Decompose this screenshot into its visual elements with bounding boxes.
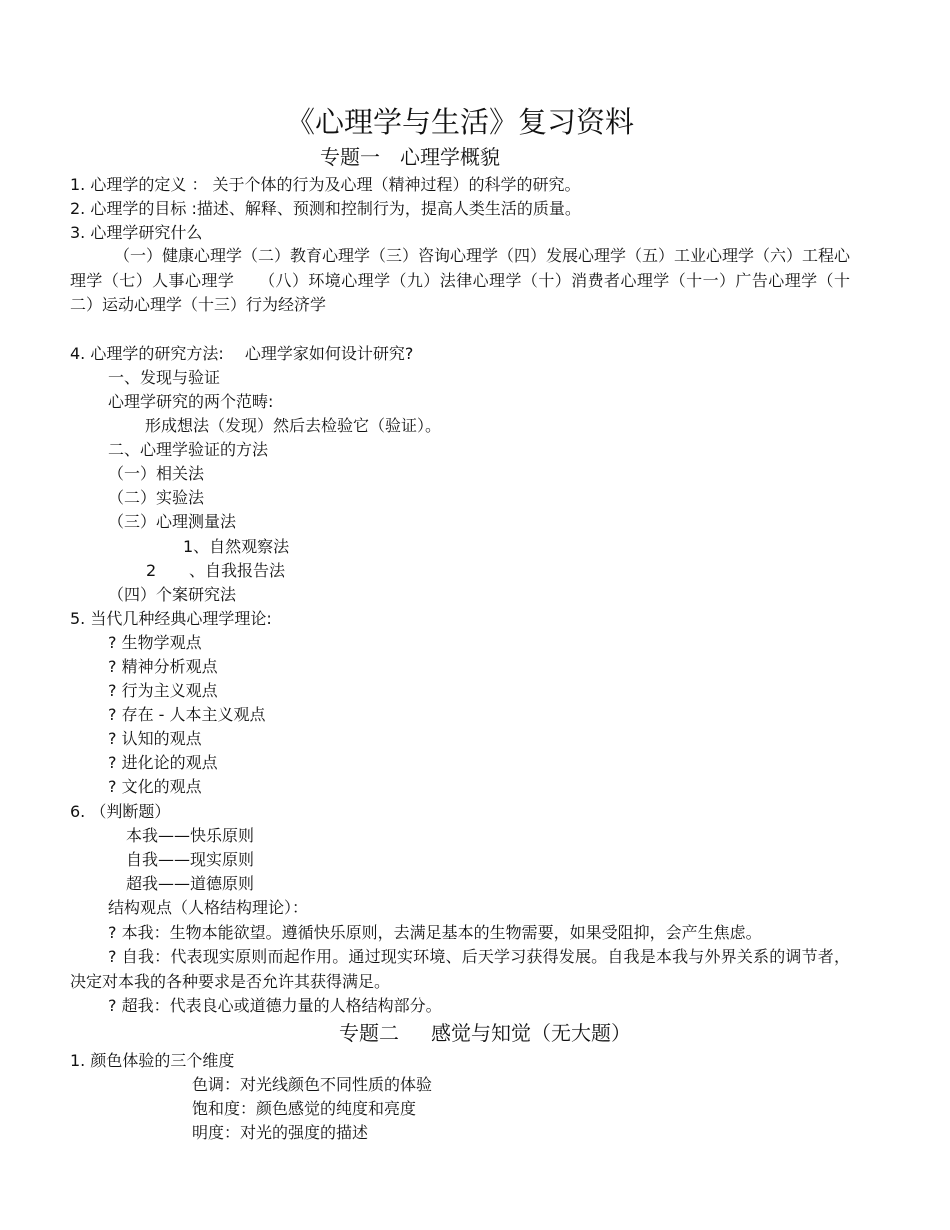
q1-definition: 1. 心理学的定义 ： 关于个体的行为及心理（精神过程）的科学的研究。 xyxy=(70,175,581,194)
topic-heading-2-number: 专题二 xyxy=(339,1021,399,1045)
topic-heading-2-title: 感觉与知觉（无大题） xyxy=(431,1021,631,1045)
method-self-report-number: 2 xyxy=(146,561,157,580)
q4-heading: 4. 心理学的研究方法: 心理学家如何设计研究? xyxy=(70,344,414,363)
t2-q1-heading: 1. 颜色体验的三个维度 xyxy=(70,1051,235,1070)
method-case-study: （四）个案研究法 xyxy=(108,585,237,604)
q6-ego-paragraph: ? 自我：代表现实原则而起作用。通过现实环境、后天学习获得发展。自我是本我与外界关系的调节者，决定对本我的各种要求是否允许其获得满足。 xyxy=(70,947,850,991)
list-item: ? 文化的观点 xyxy=(108,777,202,796)
topic-heading-2 xyxy=(0,1019,950,1047)
document-title: 《心理学与生活》复习资料 xyxy=(285,105,634,139)
method-psychometric: （三）心理测量法 xyxy=(108,512,237,531)
list-item: ? 精神分析观点 xyxy=(108,657,218,676)
q6-superego-text: ? 超我：代表良心或道德力量的人格结构部分。 xyxy=(108,996,442,1015)
q4-section-1: 一、发现与验证 xyxy=(108,368,221,387)
q4-section-2: 二、心理学验证的方法 xyxy=(108,440,269,459)
list-item: 自我——现实原则 xyxy=(126,850,255,869)
q5-heading: 5. 当代几种经典心理学理论: xyxy=(70,609,272,628)
method-experiment: （二）实验法 xyxy=(108,488,205,507)
q6-structure-label: 结构观点（人格结构理论）： xyxy=(108,898,309,917)
q4-scope-label: 心理学研究的两个范畴: xyxy=(108,392,274,411)
method-self-report: 、自我报告法 xyxy=(189,561,286,580)
q3-heading: 3. 心理学研究什么 xyxy=(70,223,203,242)
list-item: ? 认知的观点 xyxy=(108,729,202,748)
q4-scope-text: 形成想法（发现）然后去检验它（验证）。 xyxy=(145,416,442,435)
list-item: ? 存在 - 人本主义观点 xyxy=(108,705,266,724)
q6-id-text: ? 本我：生物本能欲望。遵循快乐原则，去满足基本的生物需要，如果受阻抑，会产生焦虑。 xyxy=(108,923,762,942)
list-item: 明度：对光的强度的描述 xyxy=(192,1123,369,1142)
list-item: 色调：对光线颜色不同性质的体验 xyxy=(192,1075,433,1094)
list-item: 超我——道德原则 xyxy=(126,874,255,893)
q6-heading: 6. （判断题） xyxy=(70,802,171,821)
list-item: ? 生物学观点 xyxy=(108,633,202,652)
q3-list-paragraph: （一）健康心理学（二）教育心理学（三）咨询心理学（四）发展心理学（五）工业心理学（六）工程心理学（七）人事心理学 （八）环境心理学（九）法律心理学（十）消费者心理学（十一）广告心理学（十二）运动心理学（十三）行为经济学 xyxy=(70,246,851,314)
method-correlation: （一）相关法 xyxy=(108,464,205,483)
q2-goals: 2. 心理学的目标 :描述、解释、预测和控制行为，提高人类生活的质量。 xyxy=(70,199,581,218)
method-natural-observation: 1、自然观察法 xyxy=(183,537,290,556)
list-item: 饱和度：颜色感觉的纯度和亮度 xyxy=(192,1099,417,1118)
list-item: ? 进化论的观点 xyxy=(108,753,218,772)
topic-heading-1: 专题一 心理学概貌 xyxy=(320,145,500,169)
list-item: 本我——快乐原则 xyxy=(126,826,255,845)
list-item: ? 行为主义观点 xyxy=(108,681,218,700)
